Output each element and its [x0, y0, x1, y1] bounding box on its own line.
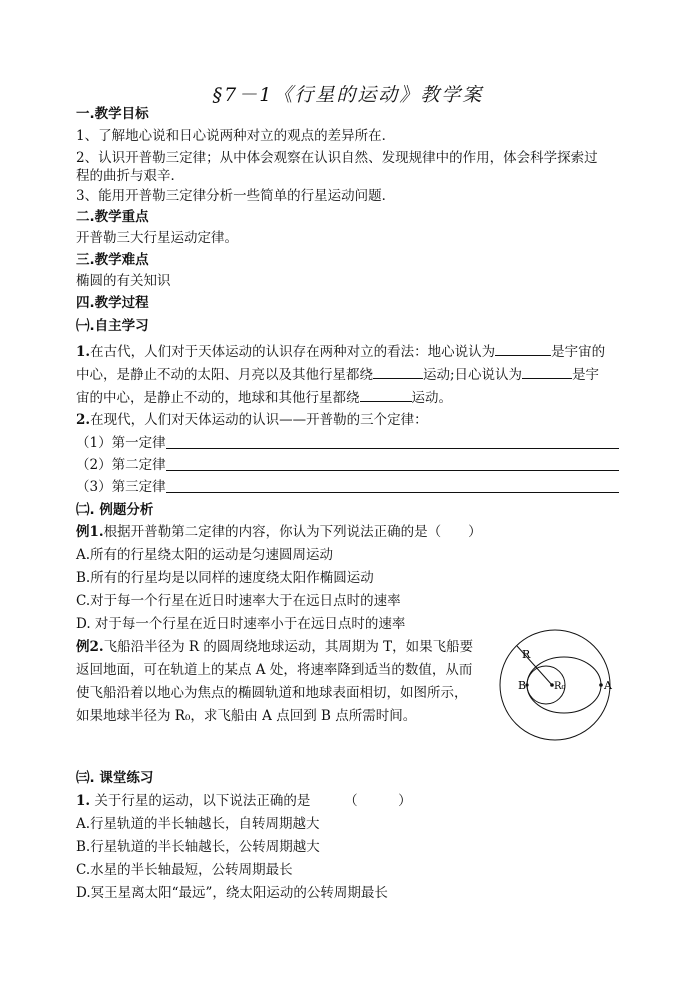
question-2 [76, 410, 428, 430]
law-1-answer-line[interactable] [166, 448, 619, 449]
question-1-line-2 [76, 364, 599, 385]
law-3-label: （3）第三定律 [76, 479, 166, 495]
page-title: §7－1《行星的运动》教学案 [212, 84, 484, 106]
practice-1-option-d: D.冥王星离太阳“最远”，绕太阳运动的公转周期最长 [76, 885, 388, 901]
example-1-option-a: A.所有的行星绕太阳的运动是匀速圆周运动 [76, 547, 334, 563]
question-1-text-c: 中心，是静止不动的太阳、月亮以及其他行星都绕 [76, 367, 373, 383]
answer-blank-1[interactable] [495, 341, 551, 356]
law-3-answer-line[interactable] [166, 492, 619, 493]
question-1-text-b: 是宇宙的 [551, 344, 606, 360]
practice-heading: ㈢. 课堂练习 [76, 770, 154, 786]
law-2-label: （2）第二定律 [76, 457, 166, 473]
law-2-answer-line[interactable] [166, 470, 619, 471]
example-1-option-b: B.所有的行星均是以同样的速度绕太阳作椭圆运动 [76, 570, 374, 586]
example-2-line-3: 使飞船沿着以地心为焦点的椭圆轨道和地球表面相切，如图所示， [76, 685, 468, 701]
example-2-line-4: 如果地球半径为 R₀，求飞船由 A 点回到 B 点所需时间。 [76, 708, 417, 724]
example-1-label: 例1. [76, 524, 104, 540]
label-a: A [604, 679, 612, 692]
practice-1 [76, 791, 412, 811]
example-2-label: 例2. [76, 639, 104, 655]
goal-item-2-cont: 程的曲折与艰辛． [76, 168, 184, 184]
answer-blank-3[interactable] [522, 364, 572, 379]
practice-1-option-a: A.行星轨道的半长轴越长，自转周期越大 [76, 816, 320, 832]
self-study-heading: ㈠.自主学习 [76, 318, 149, 334]
question-1-text-e: 是宇 [572, 367, 600, 383]
goals-heading: 一.教学目标 [76, 106, 149, 122]
label-r: R [522, 648, 531, 661]
difficult-points-text: 椭圆的有关知识 [76, 273, 171, 289]
question-1-line-1 [76, 341, 605, 362]
orbit-diagram [492, 628, 622, 746]
practice-1-text: 关于行星的运动，以下说法正确的是 （ ） [90, 793, 412, 809]
answer-blank-4[interactable] [360, 387, 412, 402]
example-1-option-c: C.对于每一个行星在近日时速率大于在远日点时的速率 [76, 593, 401, 609]
difficult-points-heading: 三.教学难点 [76, 252, 149, 268]
label-b: B [518, 679, 527, 692]
example-1-text: 根据开普勒第二定律的内容，你认为下列说法正确的是（ ） [103, 524, 482, 540]
law-1-label: （1）第一定律 [76, 435, 166, 451]
goal-item-3: 3、能用开普勒三定律分析一些简单的行星运动问题． [76, 188, 396, 204]
example-2-text-1: 飞船沿半径为 R 的圆周绕地球运动，其周期为 T，如果飞船要 [103, 639, 474, 655]
question-1-line-3 [76, 387, 452, 408]
question-1-text-f: 宙的中心，是静止不动的，地球和其他行星都绕 [76, 390, 360, 406]
question-2-number: 2. [76, 412, 91, 428]
practice-1-option-b: B.行星轨道的半长轴越长，公转周期越大 [76, 839, 320, 855]
goal-item-2: 2、认识开普勒三定律；从中体会观察在认识自然、发现规律中的作用，体会科学探索过 [76, 150, 598, 166]
example-1-option-d: D. 对于每一个行星在近日时速率小于在远日点时的速率 [76, 616, 406, 632]
question-1-text-a: 在古代，人们对于天体运动的认识存在两种对立的看法：地心说认为 [90, 344, 496, 360]
question-2-text: 在现代，人们对天体运动的认识——开普勒的三个定律： [90, 412, 428, 428]
example-2-line-2: 返回地面，可在轨道上的某点 A 处，将速率降到适当的数值，从而 [76, 662, 473, 678]
key-points-text: 开普勒三大行星运动定律。 [76, 230, 238, 246]
example-2-line-1 [76, 637, 473, 657]
question-1-text-d: 运动;日心说认为 [423, 367, 523, 383]
examples-heading: ㈡. 例题分析 [76, 502, 154, 518]
label-r0: R₀ [554, 681, 566, 692]
answer-blank-2[interactable] [373, 364, 423, 379]
key-points-heading: 二.教学重点 [76, 209, 149, 225]
question-1-number: 1. [76, 344, 91, 360]
question-1-text-g: 运动。 [411, 390, 452, 406]
goal-item-1: 1、了解地心说和日心说两种对立的观点的差异所在． [76, 128, 396, 144]
example-1 [76, 522, 482, 542]
practice-1-option-c: C.水星的半长轴最短，公转周期最长 [76, 862, 293, 878]
point-a-dot [599, 683, 603, 687]
process-heading: 四.教学过程 [76, 295, 149, 311]
practice-1-number: 1. [76, 793, 91, 809]
